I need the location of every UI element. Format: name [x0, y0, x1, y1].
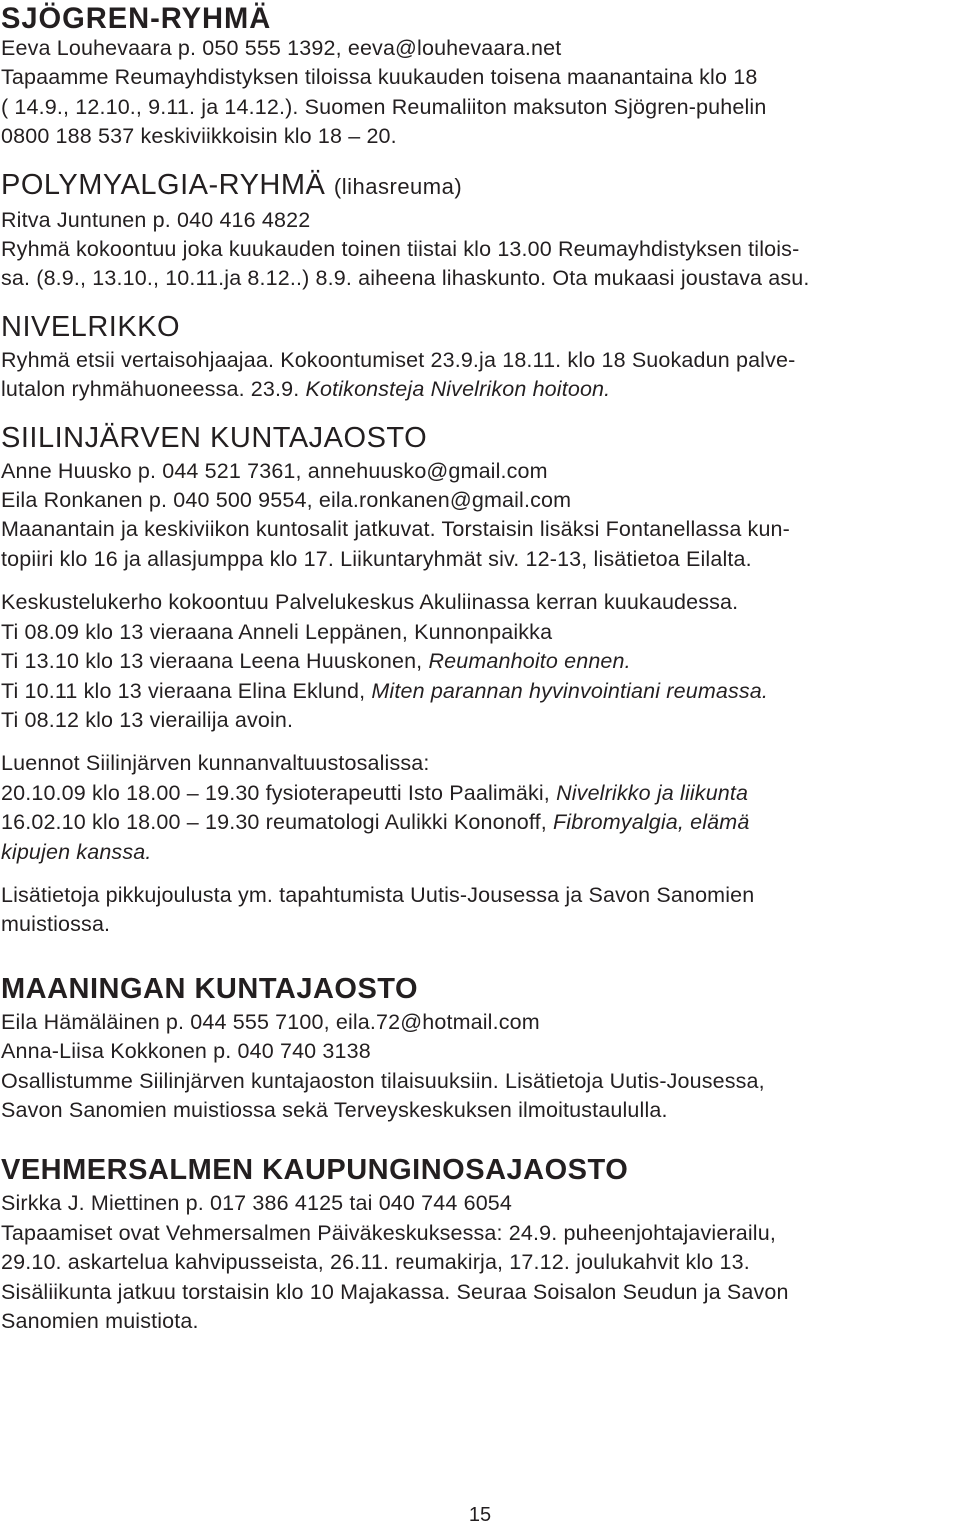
section-polymyalgia	[1, 170, 960, 294]
club-event-text: Ti 10.11 klo 13 vieraana Elina Eklund,	[1, 678, 372, 703]
club-event-topic: Reumanhoito ennen.	[428, 649, 631, 674]
siilinjarvi-info: topiiri klo 16 ja allasjumppa klo 17. Liikuntaryhmät siv. 12-13, lisätietoa Eilalta.	[1, 546, 752, 571]
siilinjarvi-contact: Eila Ronkanen p. 040 500 9554, eila.ronkanen@gmail.com	[1, 488, 572, 513]
maaninka-line: Osallistumme Siilinjärven kuntajaoston tilaisuuksiin. Lisätietoja Uutis-Jousessa,	[1, 1068, 765, 1093]
polymyalgia-line: Ryhmä kokoontuu joka kuukauden toinen tiistai klo 13.00 Reumayhdistyksen tilois-	[1, 237, 800, 262]
club-event	[1, 677, 960, 706]
section-siilinjarvi	[1, 423, 960, 940]
lecture-item	[1, 838, 960, 867]
sjogren-line: ( 14.9., 12.10., 9.11. ja 14.12.). Suomen Reumaliiton maksuton Sjögren-puhelin	[1, 94, 767, 119]
siilinjarvi-title: SIILINJÄRVEN KUNTAJAOSTO	[1, 421, 428, 454]
siilinjarvi-extra: Lisätietoja pikkujoulusta ym. tapahtumista Uutis-Jousessa ja Savon Sanomien	[1, 882, 755, 907]
maaninka-line: Savon Sanomien muistiossa sekä Terveyskeskuksen ilmoitustaululla.	[1, 1097, 668, 1122]
lecture-topic: Nivelrikko ja liikunta	[556, 780, 749, 805]
sjogren-line: Tapaamme Reumayhdistyksen tiloissa kuukauden toisena maanantaina klo 18	[1, 65, 758, 90]
nivelrikko-line2-text: lutalon ryhmähuoneessa. 23.9.	[1, 377, 306, 402]
siilinjarvi-extra: muistiossa.	[1, 912, 111, 937]
lecture-topic: kipujen kanssa.	[1, 839, 152, 864]
lecture-text: 16.02.10 klo 18.00 – 19.30 reumatologi Aulikki Kononoff,	[1, 810, 554, 835]
section-nivelrikko	[1, 312, 960, 405]
polymyalgia-subtitle: (lihasreuma)	[333, 173, 463, 199]
page-number: 15	[468, 1504, 492, 1526]
nivelrikko-topic: Kotikonsteja Nivelrikon hoitoon.	[305, 377, 611, 402]
sjogren-line: Eeva Louhevaara p. 050 555 1392, eeva@louhevaara.net	[1, 36, 562, 60]
club-event: Ti 08.09 klo 13 vieraana Anneli Leppänen, Kunnonpaikka	[1, 619, 553, 644]
polymyalgia-title	[1, 170, 960, 202]
club-intro: Keskustelukerho kokoontuu Palvelukeskus Akuliinassa kerran kuukaudessa.	[1, 590, 739, 615]
club-event-text: Ti 13.10 klo 13 vieraana Leena Huuskonen,	[1, 649, 429, 674]
club-event	[1, 647, 960, 676]
vehmersalmi-line: Sisäliikunta jatkuu torstaisin klo 10 Majakassa. Seuraa Soisalon Seudun ja Savon	[1, 1279, 789, 1304]
vehmersalmi-title: VEHMERSALMEN KAUPUNGINOSAJAOSTO	[1, 1154, 629, 1187]
sjogren-line: 0800 188 537 keskiviikkoisin klo 18 – 20.	[1, 124, 397, 149]
maaninka-line: Anna-Liisa Kokkonen p. 040 740 3138	[1, 1039, 371, 1064]
siilinjarvi-contact: Anne Huusko p. 044 521 7361, annehuusko@gmail.com	[1, 458, 548, 483]
vehmersalmi-line: Sirkka J. Miettinen p. 017 386 4125 tai 040 744 6054	[1, 1191, 513, 1216]
vehmersalmi-line: Tapaamiset ovat Vehmersalmen Päiväkeskuksessa: 24.9. puheenjohtajavierailu,	[1, 1220, 776, 1245]
club-event: Ti 08.12 klo 13 vierailija avoin.	[1, 707, 294, 732]
vehmersalmi-line: Sanomien muistiota.	[1, 1309, 199, 1333]
vehmersalmi-line: 29.10. askartelua kahvipusseista, 26.11. reumakirja, 17.12. joulukahvit klo 13.	[1, 1250, 750, 1275]
sjogren-title: SJÖGREN-RYHMÄ	[1, 2, 272, 35]
lecture-item	[1, 808, 960, 837]
polymyalgia-line: sa. (8.9., 13.10., 10.11.ja 8.12..) 8.9. aiheena lihaskunto. Ota mukaasi joustava asu.	[1, 266, 810, 291]
lecture-topic: Fibromyalgia, elämä	[553, 810, 750, 835]
section-sjogren	[1, 4, 960, 152]
section-maaninka	[1, 974, 960, 1126]
section-vehmersalmi	[1, 1155, 960, 1336]
club-event-topic: Miten parannan hyvinvointiani reumassa.	[371, 678, 769, 703]
nivelrikko-line: Ryhmä etsii vertaisohjaajaa. Kokoontumiset 23.9.ja 18.11. klo 18 Suokadun palve-	[1, 347, 796, 372]
siilinjarvi-info: Maanantain ja keskiviikon kuntosalit jatkuvat. Torstaisin lisäksi Fontanellassa kun-	[1, 517, 790, 542]
lectures-intro: Luennot Siilinjärven kunnanvaltuustosalissa:	[1, 751, 430, 776]
nivelrikko-title: NIVELRIKKO	[1, 310, 181, 343]
lecture-item	[1, 779, 960, 808]
maaninka-title: MAANINGAN KUNTAJAOSTO	[1, 972, 419, 1005]
nivelrikko-line	[1, 375, 960, 404]
polymyalgia-title-text: POLYMYALGIA-RYHMÄ	[1, 168, 326, 201]
polymyalgia-line: Ritva Juntunen p. 040 416 4822	[1, 207, 311, 232]
maaninka-line: Eila Hämäläinen p. 044 555 7100, eila.72@hotmail.com	[1, 1009, 540, 1034]
lecture-text: 20.10.09 klo 18.00 – 19.30 fysioterapeutti Isto Paalimäki,	[1, 780, 557, 805]
